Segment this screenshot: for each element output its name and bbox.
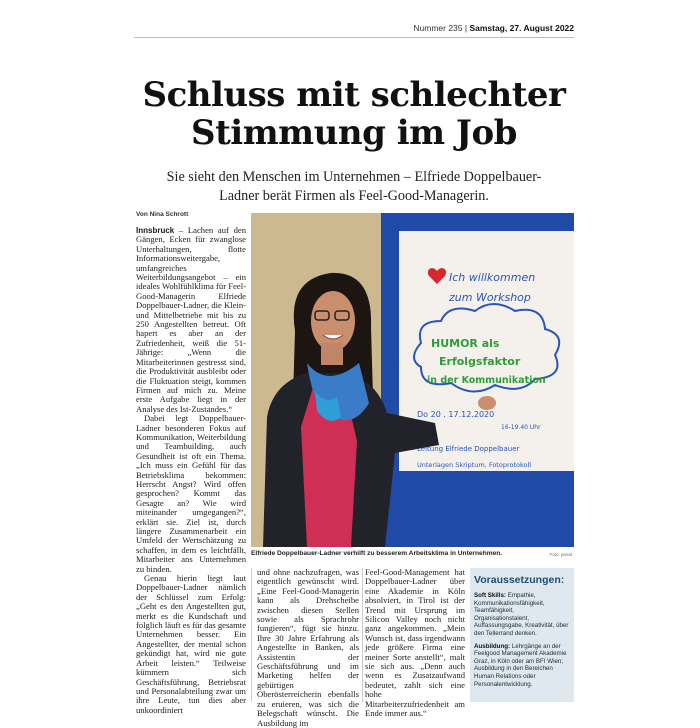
infobox-title: Voraussetzungen: [474,574,565,586]
issue-number: Nummer 235 | [413,23,470,33]
flipchart-date: Do 20 . 17.12.2020 [417,410,495,419]
newspaper-page [134,20,574,728]
photo-illustration [251,213,574,547]
soft-skills-text: Empathie, Kommunikationsfähigkeit, Teamfähigkeit, Organisationstalent, Auffassungsgabe, Kreativität, über den Tellerrand denken. [474,592,569,637]
headline-line-1: Schluss mit schlechter [142,75,566,115]
education-label: Ausbildung: [474,642,511,650]
article-photo [251,213,574,547]
education-text: Lehrgänge an der Feelgood Management Akademie Graz, in Köln oder am BFI Wien; Ausbildung in den Bereichen Human Relations oder Personalentwicklung. [474,642,567,688]
infobox-soft-skills [474,592,570,638]
flipchart-line-2: zum Workshop [449,291,531,304]
dateline: Innsbruck [136,226,175,235]
cloud-text-1: HUMOR als [431,337,500,350]
photo-credit: Foto: privat [549,552,572,557]
headline-line-2: Stimmung im Job [191,113,517,153]
flipchart-time: 16-19.40 Uhr [501,424,541,431]
byline: Von Nina Schrott [136,211,189,218]
column-3-text: Feel-Good-Management hat Doppelbauer-Ladner über eine Akademie in Köln absolviert, in Tirol ist der Trend mit Ursprung im Silicon Valley noch nicht ganz angekommen. „Mein Wunsch ist, dass irgendwann jede größere Firma eine meiner Sorte anstellt“, malt sie sich aus. „Denn auch wenn es Zusatzaufwand bedeutet, zahlt sich eine hohe Mitarbeiterzufriedenheit am Ende immer aus.“ [365,567,465,719]
woman-hand [478,396,496,410]
woman-face [311,291,355,351]
requirements-infobox [470,568,574,702]
cloud-text-3: in der Kommunikation [427,375,546,386]
headline [134,76,574,152]
subheadline: Sie sieht den Menschen im Unternehmen – Elfriede Doppelbauer-Ladner berät Firmen als Feel-Good-Managerin. [166,169,542,204]
article-column-3 [365,567,465,719]
column-2-text: und ohne nachzufragen, was eigentlich gewünscht wird. „Eine Feel-Good-Managerin kann als Drehscheibe zwischen diesen Stellen sowie als Sprachrohr fungieren“, fügt sie hinzu. Ihre 30 Jahre Erfahrung als Angestellte in Banken, als Assistentin der Geschäftsführung und im Marketing helfen der gebürtigen Oberösterreicherin ebenfalls zu eruieren, was sich die Belegschaft wünscht. Die Ausbildung im [257,567,359,728]
infobox-education [474,643,570,689]
flipchart-lead: Leitung Elfriede Doppelbauer [417,445,520,453]
article-column-1 [136,225,247,715]
soft-skills-label: Soft Skills: [474,592,506,599]
paragraph-1 [136,226,246,414]
masthead [134,20,574,38]
flipchart-docs: Unterlagen Skriptum, Fotoprotokoll [417,461,532,469]
photo-caption: Elfriede Doppelbauer-Ladner verhilft zu besserem Arbeitsklima in Unternehmen. [251,550,503,557]
paragraph-1-text: – Lachen auf den Gängen, Ecken für zwanglose Unterhaltungen, flotte Informationsweitergabe, umfangreiches Weiterbildungsangebot – ein ideales Wohlfühlklima für Feel-Good-Managerin Elfriede Doppelbauer-Ladner, die Klein- und Mittelbetriebe mit bis zu 250 Angestellten betreut. Oft hapert es aber an der Zufriedenheit, weiß die 51-Jährige: „Wenn die Mitarbeiterinnen gestresst sind, die Produktivität ausbleibt oder die Fluktuation steigt, kommen Firmen auf mich zu. Meine erste Aufgabe liegt in der Analyse des Ist-Zustandes.“ [136,225,246,414]
flipchart-line-1: Ich willkommen [449,271,536,284]
paragraph-2: Dabei legt Doppelbauer-Ladner besonderen Fokus auf Kommunikation, Weiterbildung und Teambuilding, auch Gesundheit ist oft ein Thema. „Ich muss ein Gefühl für das Betriebsklima bekommen: Herrscht Angst? Wird offen gesprochen? Kommt das Gesagte an? Wie wird miteinander umgegangen?“, erklärt sie. Ziel ist, durch längere Zusammenarbeit ein Umfeld der Wertschätzung zu schaffen, in dem es leichtfällt, Mitarbeiter ans Unternehmen zu binden. [136,413,246,574]
issue-date: Samstag, 27. August 2022 [469,23,574,33]
cloud-text-2: Erfolgsfaktor [439,355,521,368]
paragraph-3: Genau hierin liegt laut Doppelbauer-Ladner nämlich der Schlüssel zum Erfolg: „Geht es den Angestellten gut, merkt es die Kundschaft und folglich läuft es für das gesamte Unternehmen besser. Ein Angestellter, der mental schon gekündigt hat, wird nie gute Arbeit leisten.“ Teilweise kümmern sich Geschäftsführung, Betriebsrat und Personalabteilung zwar um ihre Leute, tun dies aber unkoordiniert [136,573,247,715]
article-column-2 [257,567,359,728]
